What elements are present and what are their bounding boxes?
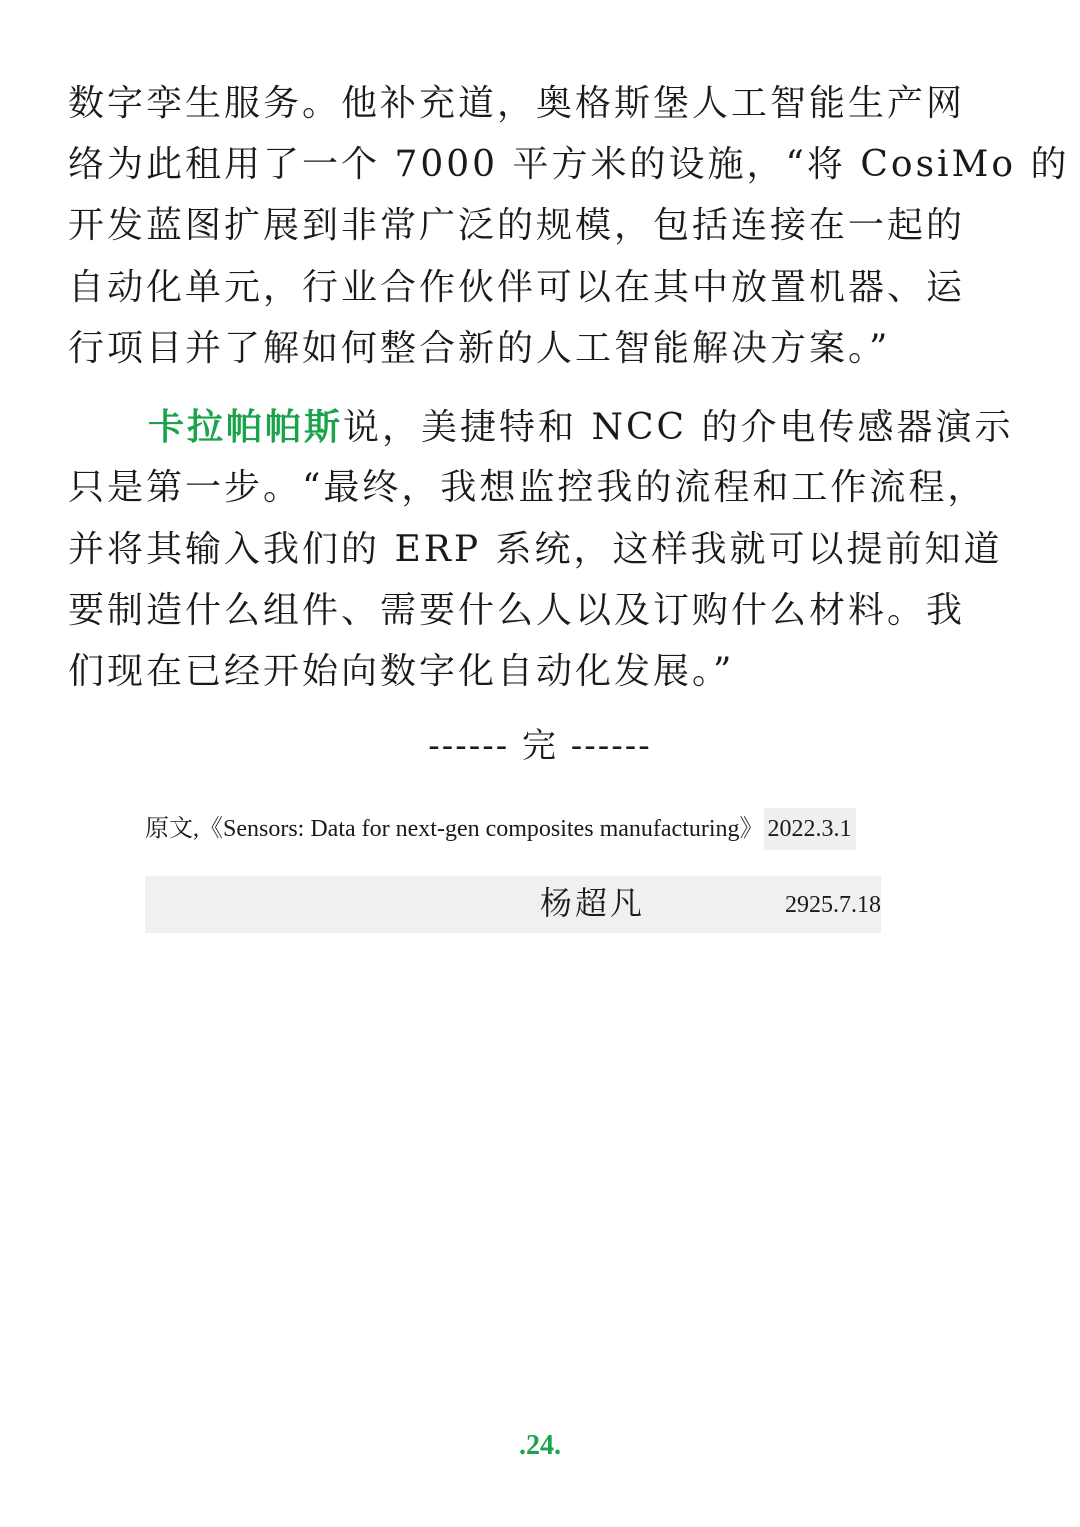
- source-date: 2022.3.1: [764, 808, 856, 850]
- paragraph-2-line-4: 要制造什么组件、需要什么人以及订购什么材料。我: [68, 590, 966, 631]
- paragraph-2-line-2: 只是第一步。“最终，我想监控我的流程和工作流程，: [68, 467, 987, 508]
- paragraph-1-line-5: 行项目并了解如何整合新的人工智能解决方案。”: [68, 328, 891, 369]
- paragraph-1-line-2: 络为此租用了一个 7000 平方米的设施，“将 CosiMo 的: [68, 144, 1070, 185]
- paragraph-1-line-1: 数字孪生服务。他补充道，奥格斯堡人工智能生产网: [68, 83, 966, 124]
- signature-date: 2925.7.18: [785, 892, 881, 918]
- person-name-highlight: 卡拉帕帕斯: [148, 406, 344, 448]
- paragraph-1-line-4: 自动化单元，行业合作伙伴可以在其中放置机器、运: [68, 267, 966, 308]
- paragraph-2-line-1: [148, 405, 1014, 449]
- signature-bar: [145, 876, 881, 933]
- paragraph-2-line-3: 并将其输入我们的 ERP 系统，这样我就可以提前知道: [68, 529, 1003, 570]
- page-number: .24.: [519, 1430, 561, 1461]
- paragraph-1-line-3: 开发蓝图扩展到非常广泛的规模，包括连接在一起的: [68, 205, 966, 246]
- source-citation: [145, 808, 856, 850]
- paragraph-2-first-line-text: 说，美捷特和 NCC 的介电传感器演示: [343, 407, 1014, 448]
- paragraph-2-line-5: 们现在已经开始向数字化自动化发展。”: [68, 651, 735, 692]
- author-name: 杨超凡: [540, 884, 646, 922]
- source-title: 原文,《Sensors: Data for next-gen composites manufacturing》: [145, 816, 764, 842]
- end-mark: ------ 完 ------: [428, 726, 652, 766]
